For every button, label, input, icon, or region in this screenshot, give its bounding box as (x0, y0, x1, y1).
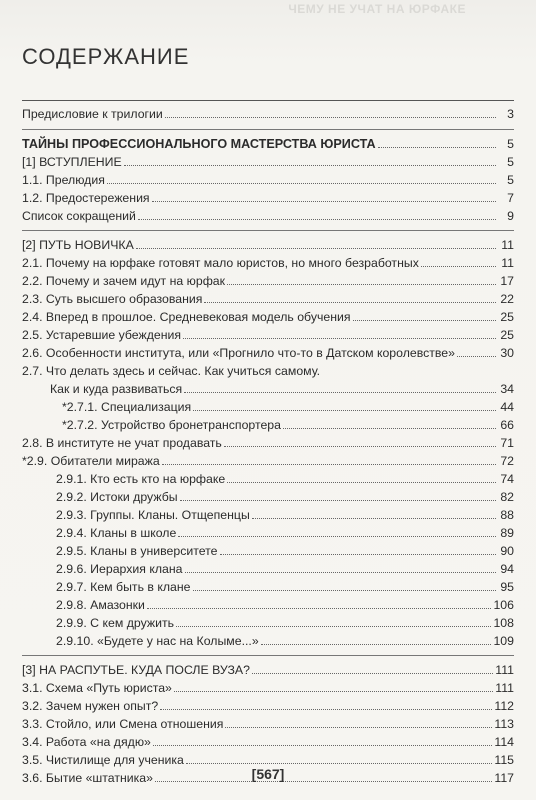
entry-title: 3.4. Работа «на дядю» (22, 735, 151, 749)
entry-title: 2.2. Почему и зачем идут на юрфак (22, 274, 226, 288)
toc-subentry (22, 541, 514, 559)
section-divider (22, 230, 514, 231)
dot-leader (107, 182, 496, 184)
toc-subentry (22, 577, 514, 595)
toc-entry (22, 170, 514, 188)
toc-subentry (22, 397, 514, 415)
toc-entry (22, 104, 514, 122)
toc-subentry (22, 559, 514, 577)
entry-page: 72 (500, 454, 514, 468)
dot-leader (153, 744, 493, 746)
dot-leader (193, 409, 496, 411)
toc-subentry (22, 469, 514, 487)
toc-entry (22, 188, 514, 206)
entry-title: *2.9. Обитатели миража (22, 454, 160, 468)
entry-title: 2.7. Что делать здесь и сейчас. Как учиться самому. (22, 364, 321, 378)
entry-page: 90 (500, 544, 514, 558)
entry-title: 1.2. Предостережения (22, 191, 150, 205)
toc-chapter-heading (22, 660, 514, 678)
entry-title: 3.5. Чистилище для ученика (22, 753, 184, 767)
toc-entry (22, 451, 514, 469)
dot-leader (322, 374, 496, 375)
page-number: [567] (251, 766, 285, 782)
dot-leader (421, 265, 496, 267)
dot-leader (136, 247, 496, 249)
dot-leader (180, 499, 496, 501)
toc-entry (22, 678, 514, 696)
entry-page: 66 (500, 418, 514, 432)
entry-page: 106 (493, 598, 514, 612)
entry-page: 95 (500, 580, 514, 594)
toc-subentry (22, 505, 514, 523)
entry-page: 71 (500, 436, 514, 450)
toc-subentry (22, 415, 514, 433)
entry-page: 88 (500, 508, 514, 522)
toc-chapter-heading (22, 235, 514, 253)
dot-leader (186, 762, 493, 764)
entry-title: Список сокращений (22, 209, 136, 223)
entry-page: 115 (494, 753, 514, 767)
dot-leader (178, 535, 496, 537)
entry-title: [2] ПУТЬ НОВИЧКА (22, 238, 134, 252)
entry-title: [1] ВСТУПЛЕНИЕ (22, 155, 122, 169)
entry-title: 1.1. Прелюдия (22, 173, 105, 187)
entry-title: 2.9.7. Кем быть в клане (56, 580, 191, 594)
dot-leader (457, 355, 496, 357)
dot-leader (252, 517, 496, 519)
dot-leader (162, 463, 496, 465)
entry-page: 44 (500, 400, 514, 414)
dot-leader (185, 571, 497, 573)
dot-leader (176, 625, 491, 627)
entry-page: 34 (500, 382, 514, 396)
toc-entry (22, 253, 514, 271)
entry-title: 2.9.8. Амазонки (56, 598, 145, 612)
entry-title: 2.9.1. Кто есть кто на юрфаке (56, 472, 226, 486)
toc-part-heading (22, 134, 514, 152)
entry-title: 2.9.9. С кем дружить (56, 616, 175, 630)
entry-page: 89 (500, 526, 514, 540)
entry-page: 11 (501, 238, 514, 252)
toc-subentry (22, 631, 514, 649)
toc-entry (22, 696, 514, 714)
entry-page: 5 (507, 137, 514, 151)
entry-title: 2.9.10. «Будете у нас на Колыме...» (56, 634, 259, 648)
entry-page: 111 (495, 663, 514, 677)
entry-title: 2.3. Суть высшего образования (22, 292, 203, 306)
toc-entry (22, 433, 514, 451)
entry-title: 3.2. Зачем нужен опыт? (22, 699, 159, 713)
toc-entry (22, 714, 514, 732)
entry-title: 2.9.2. Истоки дружбы (56, 490, 178, 504)
entry-title: 2.1. Почему на юрфаке готовят мало юристов, но много безработных (22, 256, 419, 270)
entry-title: 2.4. Вперед в прошлое. Средневековая модель обучения (22, 310, 351, 324)
section-divider (22, 655, 514, 656)
entry-title: 2.9.6. Иерархия клана (56, 562, 183, 576)
entry-page: 74 (500, 472, 514, 486)
toc-subentry (22, 595, 514, 613)
entry-page: 17 (500, 274, 514, 288)
title-rule (22, 100, 514, 101)
show-through-header: ЧЕМУ НЕ УЧАТ НА ЮРФАКЕ (288, 2, 466, 16)
dot-leader (160, 708, 492, 710)
entry-title: 2.6. Особенности института, или «Прогнило что-то в Датском королевстве» (22, 346, 455, 360)
entry-page: 11 (501, 256, 514, 270)
entry-page: 5 (507, 173, 514, 187)
entry-page: 114 (494, 735, 514, 749)
entry-page: 112 (494, 699, 514, 713)
dot-leader (227, 481, 496, 483)
dot-leader (220, 553, 496, 555)
entry-page: 82 (500, 490, 514, 504)
entry-title: *2.7.1. Специализация (62, 400, 192, 414)
entry-title: ТАЙНЫ ПРОФЕССИОНАЛЬНОГО МАСТЕРСТВА ЮРИСТА (22, 137, 376, 151)
toc-entry (22, 307, 514, 325)
entry-page: 3 (507, 107, 514, 121)
dot-leader (124, 164, 496, 166)
dot-leader (225, 726, 492, 728)
entry-page: 117 (494, 771, 514, 785)
dot-leader (138, 218, 496, 220)
entry-page: 25 (500, 328, 514, 342)
entry-page: 7 (507, 191, 514, 205)
entry-title: 2.9.5. Кланы в университете (56, 544, 218, 558)
dot-leader (227, 283, 496, 285)
entry-page: 5 (507, 155, 514, 169)
dot-leader (174, 690, 493, 692)
entry-title: 3.3. Стойло, или Смена отношения (22, 717, 224, 731)
entry-title: Как и куда развиваться (50, 382, 183, 396)
entry-page: 94 (500, 562, 514, 576)
dot-leader (152, 200, 496, 202)
entry-title: 2.8. В институте не учат продавать (22, 436, 222, 450)
entry-title: 3.6. Бытие «штатника» (22, 771, 153, 785)
entry-title: [3] НА РАСПУТЬЕ. КУДА ПОСЛЕ ВУЗА? (22, 663, 250, 677)
toc-entry (22, 361, 514, 379)
dot-leader (283, 427, 496, 429)
toc-entry-continuation (22, 379, 514, 397)
dot-leader (183, 337, 496, 339)
dot-leader (204, 301, 496, 303)
entry-page: 30 (500, 346, 514, 360)
entry-title: 2.9.3. Группы. Кланы. Отщепенцы (56, 508, 250, 522)
toc-chapter-heading (22, 152, 514, 170)
toc-entry (22, 732, 514, 750)
dot-leader (193, 589, 496, 591)
entry-page: 108 (493, 616, 514, 630)
entry-title: Предисловие к трилогии (22, 107, 163, 121)
entry-page: 9 (507, 209, 514, 223)
toc-entry (22, 289, 514, 307)
entry-title: 2.9.4. Кланы в школе (56, 526, 177, 540)
entry-page: 109 (493, 634, 514, 648)
dot-leader (224, 445, 496, 447)
entry-page: 111 (495, 681, 514, 695)
toc-entry (22, 343, 514, 361)
toc-subentry (22, 613, 514, 631)
entry-title: *2.7.2. Устройство бронетранспортера (62, 418, 281, 432)
dot-leader (252, 672, 493, 674)
entry-title: 3.1. Схема «Путь юриста» (22, 681, 172, 695)
entry-page: 113 (494, 717, 514, 731)
page-title: СОДЕРЖАНИЕ (22, 44, 190, 69)
toc-subentry (22, 523, 514, 541)
toc-subentry (22, 487, 514, 505)
toc-entry (22, 271, 514, 289)
dot-leader (261, 643, 492, 645)
dot-leader (353, 319, 496, 321)
toc-entry (22, 325, 514, 343)
dot-leader (184, 391, 496, 393)
entry-page: 25 (500, 310, 514, 324)
entry-title: 2.5. Устаревшие убеждения (22, 328, 182, 342)
toc-entry (22, 206, 514, 224)
dot-leader (378, 146, 496, 148)
section-divider (22, 129, 514, 130)
entry-page: 22 (500, 292, 514, 306)
dot-leader (165, 116, 496, 118)
dot-leader (147, 607, 492, 609)
